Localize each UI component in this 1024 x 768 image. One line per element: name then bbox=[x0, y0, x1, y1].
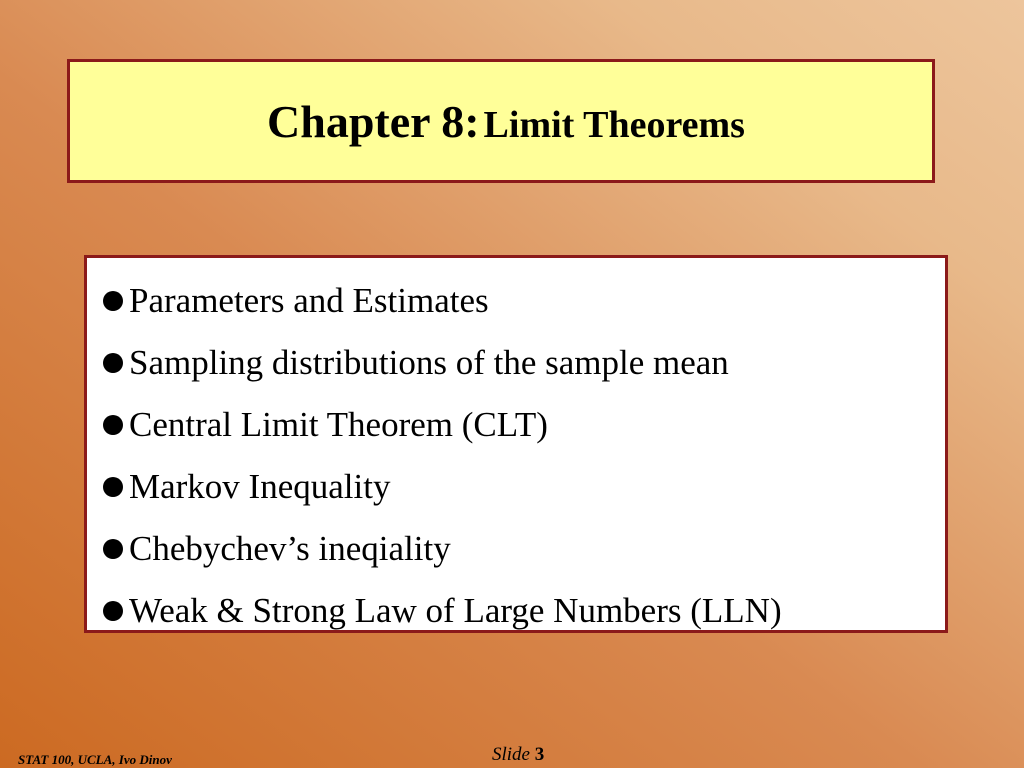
bullet-item bbox=[103, 270, 945, 332]
footer-course: STAT 100, UCLA, Ivo Dinov bbox=[18, 752, 172, 767]
title-main: Chapter 8: bbox=[267, 95, 480, 147]
slide-label: Slide bbox=[492, 744, 530, 765]
bullet-text: Markov Inequality bbox=[129, 467, 391, 506]
bullet-dot-icon bbox=[103, 291, 123, 311]
bullet-text: Sampling distributions of the sample mean bbox=[129, 343, 729, 382]
content-box bbox=[84, 255, 948, 633]
bullet-dot-icon bbox=[103, 539, 123, 559]
slide-number: 3 bbox=[534, 744, 545, 765]
title-box bbox=[67, 59, 935, 183]
bullet-text: Weak & Strong Law of Large Numbers (LLN) bbox=[129, 591, 782, 630]
bullet-item bbox=[103, 518, 945, 580]
bullet-text: Parameters and Estimates bbox=[129, 281, 489, 320]
bullet-dot-icon bbox=[103, 601, 123, 621]
bullet-item bbox=[103, 580, 945, 642]
bullet-item bbox=[103, 332, 945, 394]
title-sub: Limit Theorems bbox=[483, 103, 745, 146]
bullet-text: Chebychev’s ineqiality bbox=[129, 529, 451, 568]
bullet-text: Central Limit Theorem (CLT) bbox=[129, 405, 548, 444]
footer-slide-number bbox=[492, 744, 544, 766]
bullet-dot-icon bbox=[103, 353, 123, 373]
bullet-item bbox=[103, 456, 945, 518]
bullet-dot-icon bbox=[103, 477, 123, 497]
bullet-list bbox=[87, 258, 945, 642]
bullet-item bbox=[103, 394, 945, 456]
bullet-dot-icon bbox=[103, 415, 123, 435]
slide-title bbox=[257, 95, 745, 148]
